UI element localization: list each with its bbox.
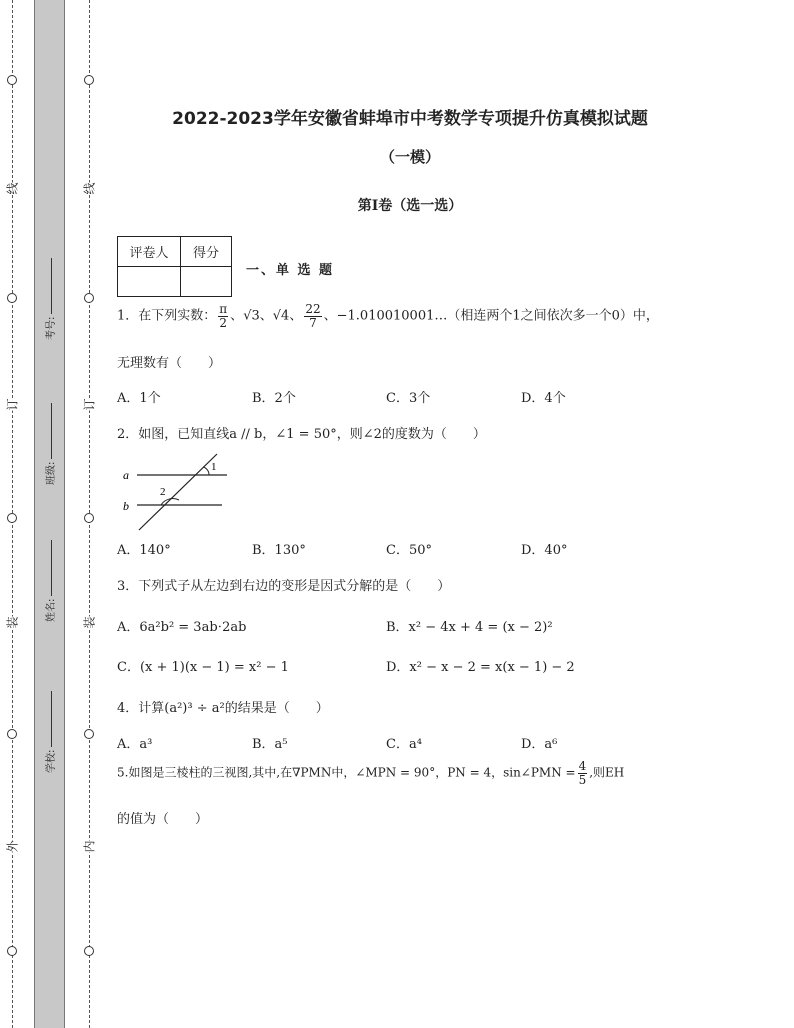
q5-frac: $\frac{4}{5}$	[578, 759, 587, 787]
label-angle-1: 1	[211, 461, 217, 473]
grader-header: 评卷人	[118, 237, 181, 267]
score-cell[interactable]	[181, 267, 232, 297]
q1-option-d[interactable]: D．4个	[521, 391, 566, 406]
q1-frac-22-7: $\frac{22}{7}$	[305, 302, 321, 330]
inner-mark-order: 订	[82, 398, 97, 411]
q3-option-a[interactable]: A．6a²b² = 3ab⋅2ab	[117, 620, 247, 635]
binding-hole	[84, 729, 94, 739]
q2-option-a[interactable]: A．140°	[117, 543, 171, 558]
name-field[interactable]	[42, 598, 124, 637]
q1-lead: 1．在下列实数：	[117, 308, 217, 324]
q2-option-b[interactable]: B．130°	[252, 543, 306, 558]
question-1-stem: 1．在下列实数： $\frac{\pi}{2}$ 、√3、√4、 $\frac{22}{7}$ 、−1.010010001…（相连两个1之间依次多一个0）中，	[117, 302, 659, 330]
q3-option-c[interactable]: C．(x + 1)(x − 1) = x² − 1	[117, 660, 289, 675]
q3-option-b[interactable]: B．x² − 4x + 4 = (x − 2)²	[386, 620, 553, 635]
binding-hole	[84, 293, 94, 303]
binding-hole	[7, 729, 17, 739]
binding-hole	[84, 513, 94, 523]
angle-1-arc	[203, 467, 209, 475]
grader-cell[interactable]	[118, 267, 181, 297]
label-a: a	[123, 468, 129, 482]
q1-rest: 、−1.010010001…（相连两个1之间依次多一个0）中，	[323, 308, 659, 324]
q1-root3: √3	[243, 308, 260, 324]
q2-option-c[interactable]: C．50°	[386, 543, 432, 558]
binding-strip	[34, 0, 65, 1028]
parallel-lines-figure	[117, 450, 232, 532]
question-2-stem: 2．如图，已知直线a // b，∠1 = 50°，则∠2的度数为（ ）	[117, 427, 486, 442]
q5-stem-b: ,则EH	[589, 765, 625, 780]
q4-option-d[interactable]: D．a⁶	[521, 737, 558, 752]
label-b: b	[123, 499, 129, 513]
q1-root4: √4	[272, 308, 290, 324]
binding-hole	[7, 75, 17, 85]
score-table	[117, 236, 232, 297]
inner-mark-bind: 装	[82, 616, 97, 629]
class-field[interactable]	[42, 461, 124, 500]
outer-mark-outside: 外	[5, 840, 20, 853]
q4-option-a[interactable]: A．a³	[117, 737, 153, 752]
page-subtitle: （一模）	[379, 148, 440, 166]
binding-hole	[7, 513, 17, 523]
q1-frac-pi: $\frac{\pi}{2}$	[219, 302, 228, 330]
q2-option-d[interactable]: D．40°	[521, 543, 568, 558]
q1-option-a[interactable]: A．1个	[117, 391, 161, 406]
inner-mark-line: 线	[82, 182, 97, 195]
binding-hole	[7, 293, 17, 303]
question-5-stem	[117, 760, 624, 786]
exam-number-field[interactable]	[42, 316, 124, 355]
q1-option-c[interactable]: C．3个	[386, 391, 431, 406]
question-1-line2: 无理数有（ ）	[117, 356, 222, 371]
page-title: 2022-2023学年安徽省蚌埠市中考数学专项提升仿真模拟试题	[172, 109, 648, 129]
school-field[interactable]	[42, 749, 124, 788]
binding-hole	[7, 946, 17, 956]
question-3-stem: 3．下列式子从左边到右边的变形是因式分解的是（ ）	[117, 579, 451, 594]
binding-hole	[84, 75, 94, 85]
volume-title: 第I卷（选一选）	[357, 198, 463, 214]
score-header: 得分	[181, 237, 232, 267]
exam-number-label: 考号:	[46, 316, 57, 340]
outer-mark-order: 订	[5, 398, 20, 411]
q5-stem-a: 5.如图是三棱柱的三视图,其中,在∇PMN中，∠MPN = 90°，PN = 4，sin∠PMN =	[117, 765, 576, 780]
label-angle-2: 2	[160, 486, 166, 498]
question-4-stem: 4．计算(a²)³ ÷ a²的结果是（ ）	[117, 701, 329, 716]
school-label: 学校:	[46, 749, 57, 773]
q4-option-b[interactable]: B．a⁵	[252, 737, 288, 752]
binding-hole	[84, 946, 94, 956]
outer-mark-line: 线	[5, 182, 20, 195]
class-label: 班级:	[46, 461, 57, 485]
section-heading: 一、单 选 题	[246, 263, 335, 278]
inner-mark-inside: 内	[82, 840, 97, 853]
transversal-line	[139, 454, 217, 530]
outer-mark-bind: 装	[5, 616, 20, 629]
q4-option-c[interactable]: C．a⁴	[386, 737, 422, 752]
q1-option-b[interactable]: B．2个	[252, 391, 296, 406]
name-label: 姓名:	[46, 598, 57, 622]
question-5-line2: 的值为（ ）	[117, 812, 209, 827]
q3-option-d[interactable]: D．x² − x − 2 = x(x − 1) − 2	[386, 660, 575, 675]
